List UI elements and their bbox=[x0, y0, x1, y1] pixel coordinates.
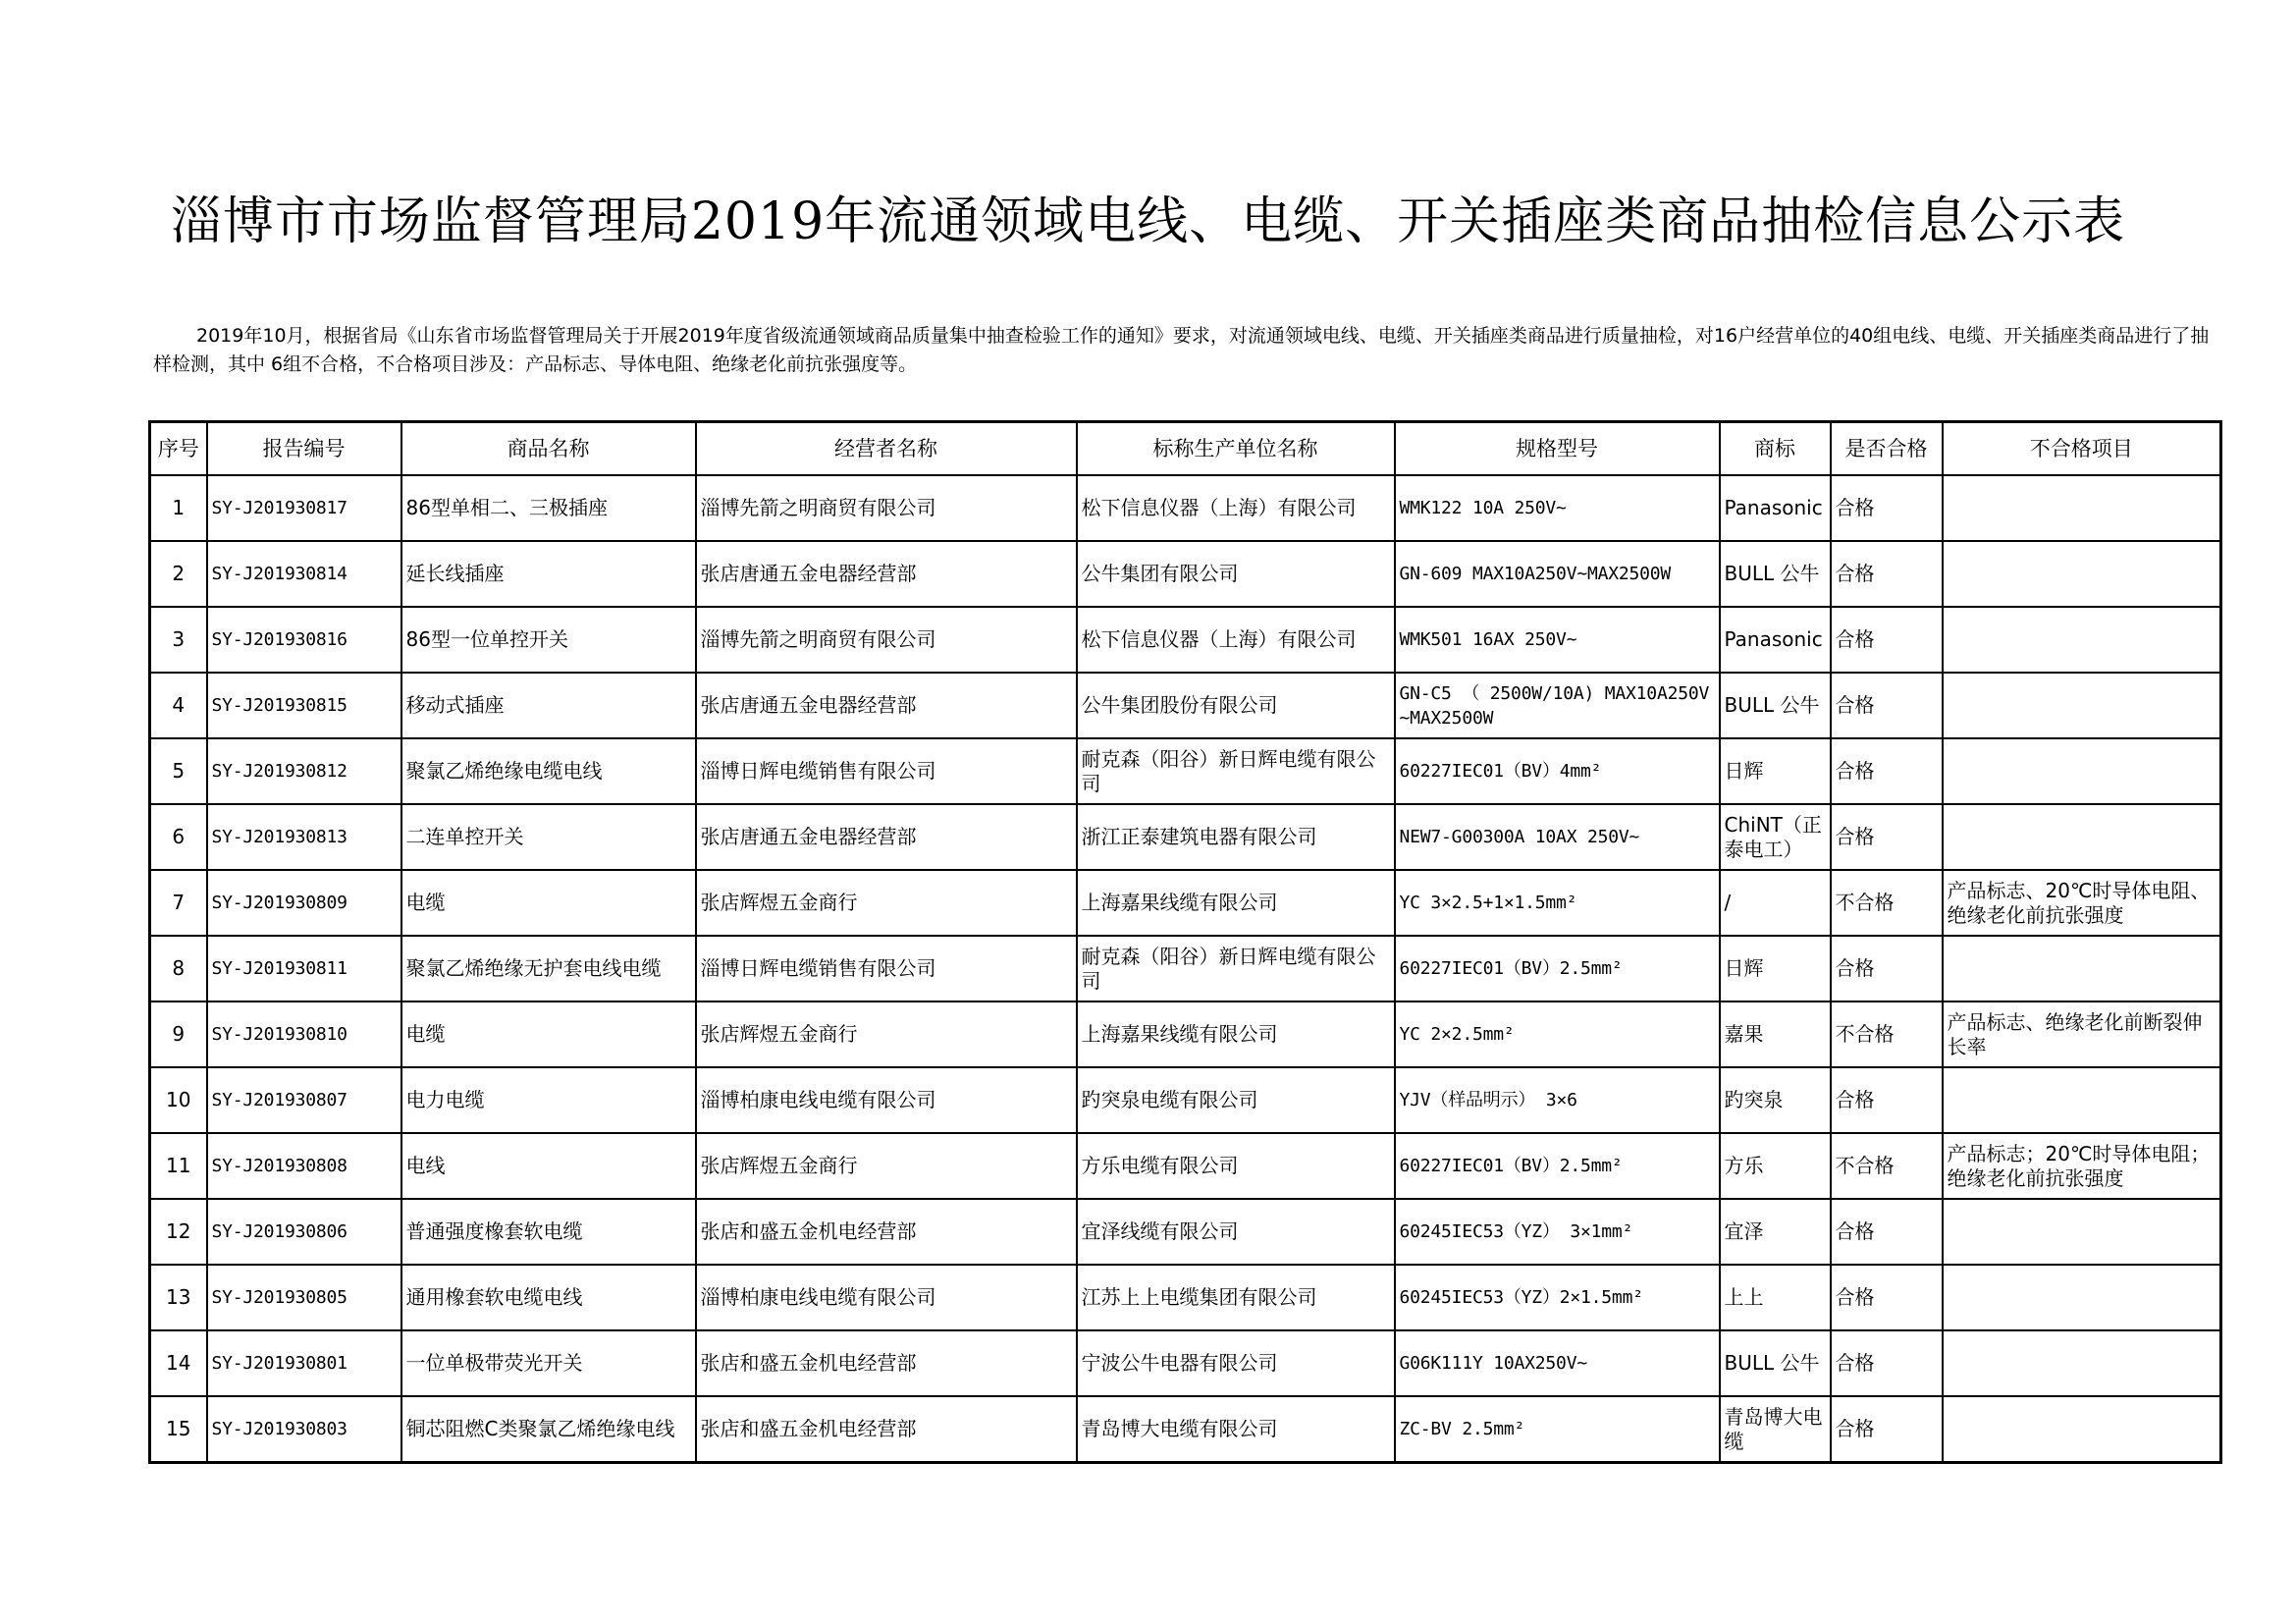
cell-qualified: 合格 bbox=[1831, 1199, 1943, 1265]
cell-manufacturer: 公牛集团股份有限公司 bbox=[1077, 673, 1395, 738]
cell-report-number: SY-J201930814 bbox=[207, 541, 401, 607]
cell-report-number: SY-J201930816 bbox=[207, 607, 401, 673]
cell-no: 12 bbox=[150, 1199, 207, 1265]
cell-failed-items: 产品标志、绝缘老化前断裂伸长率 bbox=[1943, 1001, 2221, 1067]
table-row bbox=[150, 1199, 2221, 1265]
cell-no: 4 bbox=[150, 673, 207, 738]
cell-qualified: 不合格 bbox=[1831, 870, 1943, 936]
header-brand: 商标 bbox=[1720, 422, 1831, 476]
cell-manufacturer: 公牛集团有限公司 bbox=[1077, 541, 1395, 607]
cell-brand: BULL 公牛 bbox=[1720, 1330, 1831, 1396]
cell-failed-items bbox=[1943, 1199, 2221, 1265]
cell-seller-name: 张店唐通五金电器经营部 bbox=[696, 541, 1077, 607]
cell-report-number: SY-J201930810 bbox=[207, 1001, 401, 1067]
page-title: 淄博市市场监督管理局2019年流通领域电线、电缆、开关插座类商品抽检信息公示表 bbox=[170, 192, 2126, 251]
cell-no: 13 bbox=[150, 1265, 207, 1330]
cell-spec: 60227IEC01（BV）4mm² bbox=[1395, 738, 1720, 804]
cell-seller-name: 淄博柏康电线电缆有限公司 bbox=[696, 1067, 1077, 1133]
cell-report-number: SY-J201930811 bbox=[207, 936, 401, 1001]
cell-manufacturer: 耐克森（阳谷）新日辉电缆有限公司 bbox=[1077, 936, 1395, 1001]
cell-product-name: 86型一位单控开关 bbox=[401, 607, 696, 673]
cell-manufacturer: 青岛博大电缆有限公司 bbox=[1077, 1396, 1395, 1463]
cell-failed-items bbox=[1943, 607, 2221, 673]
cell-brand: BULL 公牛 bbox=[1720, 673, 1831, 738]
cell-failed-items bbox=[1943, 1396, 2221, 1463]
cell-spec: WMK122 10A 250V~ bbox=[1395, 475, 1720, 541]
cell-spec: YC 2×2.5mm² bbox=[1395, 1001, 1720, 1067]
table-row bbox=[150, 870, 2221, 936]
cell-qualified: 合格 bbox=[1831, 936, 1943, 1001]
cell-report-number: SY-J201930812 bbox=[207, 738, 401, 804]
cell-no: 5 bbox=[150, 738, 207, 804]
cell-no: 3 bbox=[150, 607, 207, 673]
cell-manufacturer: 松下信息仪器（上海）有限公司 bbox=[1077, 607, 1395, 673]
cell-no: 7 bbox=[150, 870, 207, 936]
cell-seller-name: 张店和盛五金机电经营部 bbox=[696, 1330, 1077, 1396]
cell-qualified: 合格 bbox=[1831, 1396, 1943, 1463]
cell-brand: / bbox=[1720, 870, 1831, 936]
cell-report-number: SY-J201930808 bbox=[207, 1133, 401, 1199]
cell-report-number: SY-J201930801 bbox=[207, 1330, 401, 1396]
cell-brand: Panasonic bbox=[1720, 607, 1831, 673]
cell-seller-name: 张店和盛五金机电经营部 bbox=[696, 1199, 1077, 1265]
cell-manufacturer: 松下信息仪器（上海）有限公司 bbox=[1077, 475, 1395, 541]
table-row bbox=[150, 1330, 2221, 1396]
cell-manufacturer: 上海嘉果线缆有限公司 bbox=[1077, 870, 1395, 936]
cell-qualified: 合格 bbox=[1831, 1330, 1943, 1396]
cell-failed-items bbox=[1943, 1330, 2221, 1396]
cell-product-name: 电缆 bbox=[401, 1001, 696, 1067]
cell-report-number: SY-J201930813 bbox=[207, 804, 401, 870]
cell-qualified: 不合格 bbox=[1831, 1001, 1943, 1067]
cell-spec: 60245IEC53（YZ）2×1.5mm² bbox=[1395, 1265, 1720, 1330]
table-row bbox=[150, 475, 2221, 541]
cell-no: 15 bbox=[150, 1396, 207, 1463]
header-manufacturer: 标称生产单位名称 bbox=[1077, 422, 1395, 476]
cell-report-number: SY-J201930815 bbox=[207, 673, 401, 738]
cell-spec: 60245IEC53（YZ） 3×1mm² bbox=[1395, 1199, 1720, 1265]
table-row bbox=[150, 607, 2221, 673]
cell-product-name: 移动式插座 bbox=[401, 673, 696, 738]
cell-report-number: SY-J201930805 bbox=[207, 1265, 401, 1330]
cell-report-number: SY-J201930817 bbox=[207, 475, 401, 541]
table-row bbox=[150, 804, 2221, 870]
header-no: 序号 bbox=[150, 422, 207, 476]
cell-product-name: 通用橡套软电缆电线 bbox=[401, 1265, 696, 1330]
cell-brand: ChiNT（正泰电工） bbox=[1720, 804, 1831, 870]
cell-qualified: 不合格 bbox=[1831, 1133, 1943, 1199]
cell-manufacturer: 江苏上上电缆集团有限公司 bbox=[1077, 1265, 1395, 1330]
table-row bbox=[150, 1133, 2221, 1199]
cell-qualified: 合格 bbox=[1831, 1265, 1943, 1330]
cell-seller-name: 淄博柏康电线电缆有限公司 bbox=[696, 1265, 1077, 1330]
cell-spec: WMK501 16AX 250V~ bbox=[1395, 607, 1720, 673]
cell-manufacturer: 宁波公牛电器有限公司 bbox=[1077, 1330, 1395, 1396]
cell-seller-name: 张店辉煜五金商行 bbox=[696, 1133, 1077, 1199]
header-spec: 规格型号 bbox=[1395, 422, 1720, 476]
intro-paragraph: 2019年10月，根据省局《山东省市场监督管理局关于开展2019年度省级流通领域商品质量集中抽查检验工作的通知》要求，对流通领域电线、电缆、开关插座类商品进行质量抽检，对16户经营单位的40组电线、电缆、开关插座类商品进行了抽样检测，其中 6组不合格，不合格项目涉及：产品标志、导体电阻、绝缘老化前抗张强度等。 bbox=[153, 325, 2210, 375]
cell-manufacturer: 趵突泉电缆有限公司 bbox=[1077, 1067, 1395, 1133]
cell-no: 10 bbox=[150, 1067, 207, 1133]
table-row bbox=[150, 1396, 2221, 1463]
table-row bbox=[150, 936, 2221, 1001]
cell-product-name: 电线 bbox=[401, 1133, 696, 1199]
cell-no: 6 bbox=[150, 804, 207, 870]
cell-failed-items: 产品标志；20℃时导体电阻；绝缘老化前抗张强度 bbox=[1943, 1133, 2221, 1199]
cell-no: 2 bbox=[150, 541, 207, 607]
cell-report-number: SY-J201930803 bbox=[207, 1396, 401, 1463]
cell-failed-items bbox=[1943, 1067, 2221, 1133]
cell-product-name: 电力电缆 bbox=[401, 1067, 696, 1133]
cell-seller-name: 张店辉煜五金商行 bbox=[696, 1001, 1077, 1067]
cell-manufacturer: 方乐电缆有限公司 bbox=[1077, 1133, 1395, 1199]
cell-product-name: 聚氯乙烯绝缘电缆电线 bbox=[401, 738, 696, 804]
cell-brand: 上上 bbox=[1720, 1265, 1831, 1330]
cell-product-name: 一位单极带荧光开关 bbox=[401, 1330, 696, 1396]
cell-manufacturer: 上海嘉果线缆有限公司 bbox=[1077, 1001, 1395, 1067]
table-row bbox=[150, 1067, 2221, 1133]
cell-no: 11 bbox=[150, 1133, 207, 1199]
cell-brand: 青岛博大电缆 bbox=[1720, 1396, 1831, 1463]
cell-brand: 嘉果 bbox=[1720, 1001, 1831, 1067]
cell-qualified: 合格 bbox=[1831, 804, 1943, 870]
cell-qualified: 合格 bbox=[1831, 673, 1943, 738]
cell-report-number: SY-J201930807 bbox=[207, 1067, 401, 1133]
cell-product-name: 86型单相二、三极插座 bbox=[401, 475, 696, 541]
cell-no: 8 bbox=[150, 936, 207, 1001]
header-product-name: 商品名称 bbox=[401, 422, 696, 476]
cell-qualified: 合格 bbox=[1831, 607, 1943, 673]
cell-spec: ZC-BV 2.5mm² bbox=[1395, 1396, 1720, 1463]
cell-failed-items bbox=[1943, 475, 2221, 541]
cell-no: 9 bbox=[150, 1001, 207, 1067]
table-body bbox=[150, 475, 2221, 1463]
cell-brand: 趵突泉 bbox=[1720, 1067, 1831, 1133]
cell-brand: 方乐 bbox=[1720, 1133, 1831, 1199]
cell-brand: Panasonic bbox=[1720, 475, 1831, 541]
cell-spec: YC 3×2.5+1×1.5mm² bbox=[1395, 870, 1720, 936]
cell-seller-name: 张店唐通五金电器经营部 bbox=[696, 804, 1077, 870]
cell-no: 14 bbox=[150, 1330, 207, 1396]
cell-failed-items bbox=[1943, 738, 2221, 804]
table-row bbox=[150, 673, 2221, 738]
cell-qualified: 合格 bbox=[1831, 541, 1943, 607]
cell-manufacturer: 浙江正泰建筑电器有限公司 bbox=[1077, 804, 1395, 870]
cell-qualified: 合格 bbox=[1831, 475, 1943, 541]
cell-failed-items bbox=[1943, 1265, 2221, 1330]
cell-product-name: 铜芯阻燃C类聚氯乙烯绝缘电线 bbox=[401, 1396, 696, 1463]
cell-brand: BULL 公牛 bbox=[1720, 541, 1831, 607]
cell-seller-name: 淄博日辉电缆销售有限公司 bbox=[696, 936, 1077, 1001]
table-row bbox=[150, 1001, 2221, 1067]
header-report-number: 报告编号 bbox=[207, 422, 401, 476]
cell-seller-name: 淄博日辉电缆销售有限公司 bbox=[696, 738, 1077, 804]
header-qualified: 是否合格 bbox=[1831, 422, 1943, 476]
cell-spec: 60227IEC01（BV）2.5mm² bbox=[1395, 1133, 1720, 1199]
cell-spec: G06K111Y 10AX250V~ bbox=[1395, 1330, 1720, 1396]
cell-seller-name: 张店和盛五金机电经营部 bbox=[696, 1396, 1077, 1463]
cell-spec: GN-609 MAX10A250V~MAX2500W bbox=[1395, 541, 1720, 607]
table-row bbox=[150, 1265, 2221, 1330]
cell-no: 1 bbox=[150, 475, 207, 541]
cell-spec: NEW7-G00300A 10AX 250V~ bbox=[1395, 804, 1720, 870]
cell-product-name: 聚氯乙烯绝缘无护套电线电缆 bbox=[401, 936, 696, 1001]
cell-seller-name: 淄博先箭之明商贸有限公司 bbox=[696, 607, 1077, 673]
cell-product-name: 延长线插座 bbox=[401, 541, 696, 607]
cell-failed-items bbox=[1943, 541, 2221, 607]
cell-qualified: 合格 bbox=[1831, 1067, 1943, 1133]
cell-seller-name: 张店辉煜五金商行 bbox=[696, 870, 1077, 936]
header-seller-name: 经营者名称 bbox=[696, 422, 1077, 476]
cell-seller-name: 张店唐通五金电器经营部 bbox=[696, 673, 1077, 738]
cell-manufacturer: 耐克森（阳谷）新日辉电缆有限公司 bbox=[1077, 738, 1395, 804]
table-row bbox=[150, 541, 2221, 607]
cell-brand: 宜泽 bbox=[1720, 1199, 1831, 1265]
header-failed-items: 不合格项目 bbox=[1943, 422, 2221, 476]
cell-qualified: 合格 bbox=[1831, 738, 1943, 804]
cell-manufacturer: 宜泽线缆有限公司 bbox=[1077, 1199, 1395, 1265]
cell-spec: 60227IEC01（BV）2.5mm² bbox=[1395, 936, 1720, 1001]
table-header-row bbox=[150, 422, 2221, 476]
cell-brand: 日辉 bbox=[1720, 936, 1831, 1001]
cell-product-name: 普通强度橡套软电缆 bbox=[401, 1199, 696, 1265]
cell-failed-items bbox=[1943, 804, 2221, 870]
cell-report-number: SY-J201930806 bbox=[207, 1199, 401, 1265]
cell-seller-name: 淄博先箭之明商贸有限公司 bbox=[696, 475, 1077, 541]
cell-spec: GN-C5 （ 2500W/10A) MAX10A250V~MAX2500W bbox=[1395, 673, 1720, 738]
inspection-table bbox=[148, 420, 2222, 1464]
cell-failed-items bbox=[1943, 936, 2221, 1001]
cell-report-number: SY-J201930809 bbox=[207, 870, 401, 936]
cell-failed-items bbox=[1943, 673, 2221, 738]
cell-spec: YJV（样品明示） 3×6 bbox=[1395, 1067, 1720, 1133]
cell-brand: 日辉 bbox=[1720, 738, 1831, 804]
cell-failed-items: 产品标志、20℃时导体电阻、绝缘老化前抗张强度 bbox=[1943, 870, 2221, 936]
cell-product-name: 二连单控开关 bbox=[401, 804, 696, 870]
cell-product-name: 电缆 bbox=[401, 870, 696, 936]
table-row bbox=[150, 738, 2221, 804]
